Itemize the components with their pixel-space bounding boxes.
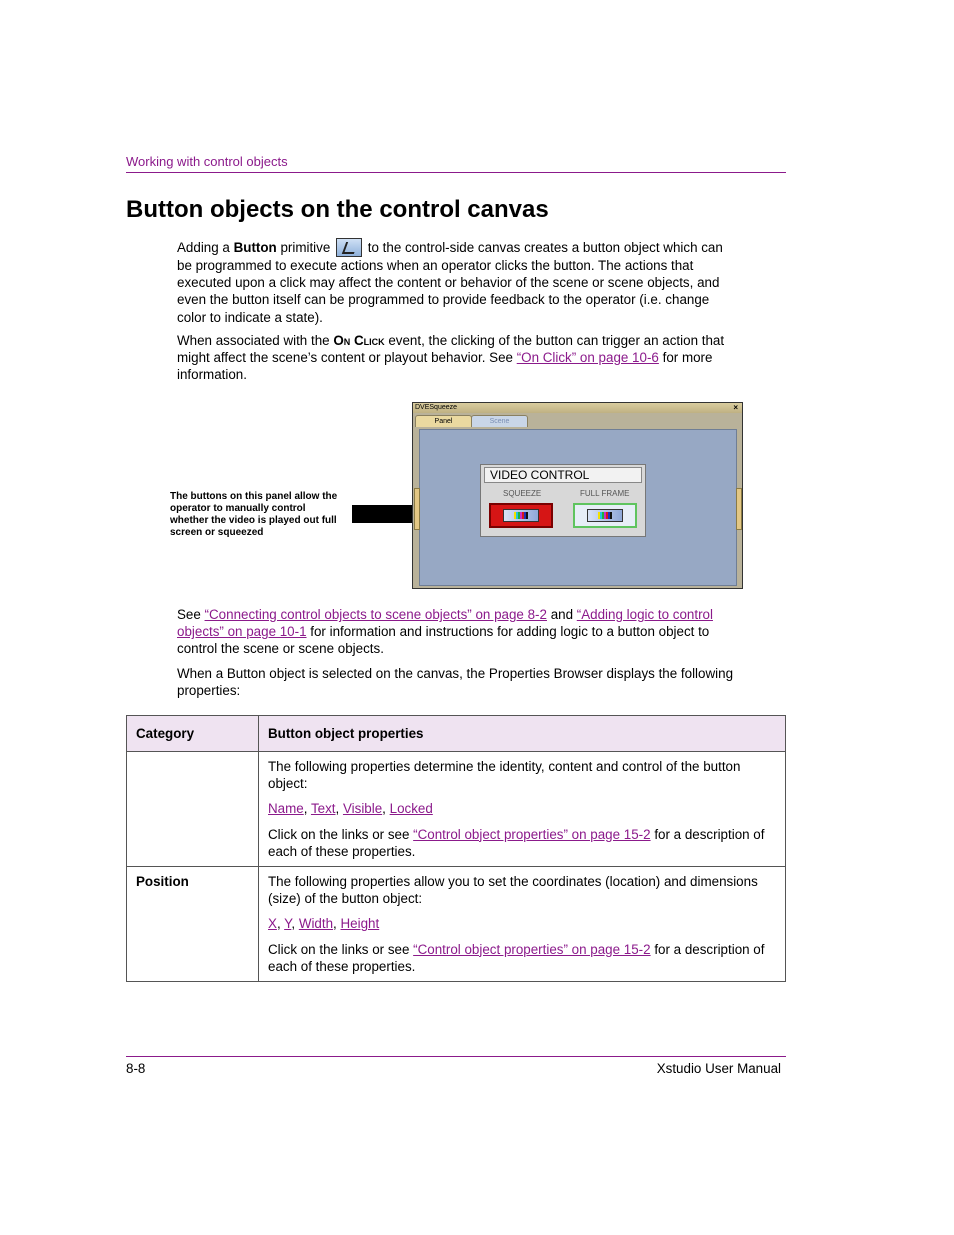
window-tabs — [415, 415, 740, 428]
property-links: Name, Text, Visible, Locked — [268, 801, 433, 817]
name-link[interactable]: Name — [268, 801, 304, 817]
tab-panel[interactable]: Panel — [415, 415, 472, 427]
adding-logic-link[interactable]: “Adding logic to control objects” on page 10-1 — [177, 607, 713, 640]
properties-header: Button object properties — [259, 716, 786, 752]
width-link[interactable]: Width — [298, 916, 334, 932]
property-links: X, Y, Width, Height — [268, 916, 380, 932]
manual-title: Xstudio User Manual — [656, 1061, 781, 1076]
body-paragraph-4: When a Button object is selected on the canvas, the Properties Browser displays the following properties: — [177, 666, 734, 699]
properties-table — [126, 715, 786, 982]
full-frame-label: FULL FRAME — [580, 489, 630, 498]
table-row — [127, 752, 786, 867]
x-link[interactable]: X — [268, 916, 277, 932]
left-resize-handle[interactable] — [414, 488, 420, 530]
video-control-header: VIDEO CONTROL — [484, 467, 642, 483]
text-link[interactable]: Text — [310, 801, 336, 817]
footer-rule — [126, 1056, 786, 1057]
height-link[interactable]: Height — [340, 916, 380, 932]
on-click-term: On Click — [333, 333, 385, 348]
body-paragraph-3: See “Connecting control objects to scene objects” on page 8-2 and “Adding logic to control objects” on page 10-1 for information and instructions for adding logic to a button object to control the scene or scene objects. — [177, 607, 713, 657]
dve-squeeze-window — [412, 402, 743, 589]
control-object-properties-link[interactable]: “Control object properties” on page 15-2 — [413, 941, 651, 957]
row-description: The following properties allow you to set the coordinates (location) and dimensions (size) of the button object: X, Y, Width, Height Click on the links or see “Control object properties” on page 15-2 for a description of each of these properties. — [259, 867, 786, 982]
intro-paragraph-1: Adding a Button primitive to the control-side canvas creates a button object which can be programmed to execute actions when an operator clicks the button. The actions that executed upon a click may affect the content or behavior of the scene or scene objects, and even the button itself can be programmed to provide feedback to the operator (i.e. change color to indicate a state). — [177, 240, 723, 325]
squeeze-button[interactable] — [489, 503, 553, 528]
tab-scene[interactable]: Scene — [471, 415, 528, 427]
color-bars-icon — [598, 512, 612, 519]
window-title: DVESqueeze — [415, 404, 458, 411]
connecting-objects-link[interactable]: “Connecting control objects to scene objects” on page 8-2 — [204, 607, 547, 622]
right-resize-handle[interactable] — [736, 488, 742, 530]
button-primitive-icon — [336, 238, 362, 257]
visible-link[interactable]: Visible — [342, 801, 383, 817]
table-header-row — [127, 716, 786, 752]
row-description: The following properties determine the identity, content and control of the button object: Name, Text, Visible, Locked Click on the links or see “Control object properties” on page 15-2 for a description of each of these properties. — [259, 752, 786, 867]
squeeze-label: SQUEEZE — [503, 489, 542, 498]
on-click-link[interactable]: “On Click” on page 10-6 — [516, 350, 659, 366]
table-row — [127, 867, 786, 982]
color-bars-icon — [514, 512, 528, 519]
button-term: Button — [233, 240, 277, 255]
control-canvas — [419, 429, 737, 586]
window-titlebar — [413, 403, 742, 413]
control-object-properties-link[interactable]: “Control object properties” on page 15-2 — [413, 826, 651, 842]
y-link[interactable]: Y — [284, 916, 292, 932]
video-control-panel — [480, 464, 646, 537]
full-frame-button[interactable] — [573, 503, 637, 528]
locked-link[interactable]: Locked — [389, 801, 433, 817]
row-category: Position — [127, 867, 259, 982]
row-category — [127, 752, 259, 867]
close-icon[interactable]: × — [733, 403, 738, 412]
breadcrumb: Working with control objects — [126, 154, 288, 169]
header-rule — [126, 172, 786, 173]
figure-callout: The buttons on this panel allow the operator to manually control whether the video is played out full screen or squeezed — [170, 491, 338, 538]
page-title: Button objects on the control canvas — [126, 196, 549, 223]
page-number: 8-8 — [126, 1061, 146, 1076]
intro-paragraph-2: When associated with the On Click event, the clicking of the button can trigger an action that might affect the scene’s content or playout behavior. See “On Click” on page 10-6 for more information. — [177, 333, 725, 383]
category-header: Category — [127, 716, 259, 752]
